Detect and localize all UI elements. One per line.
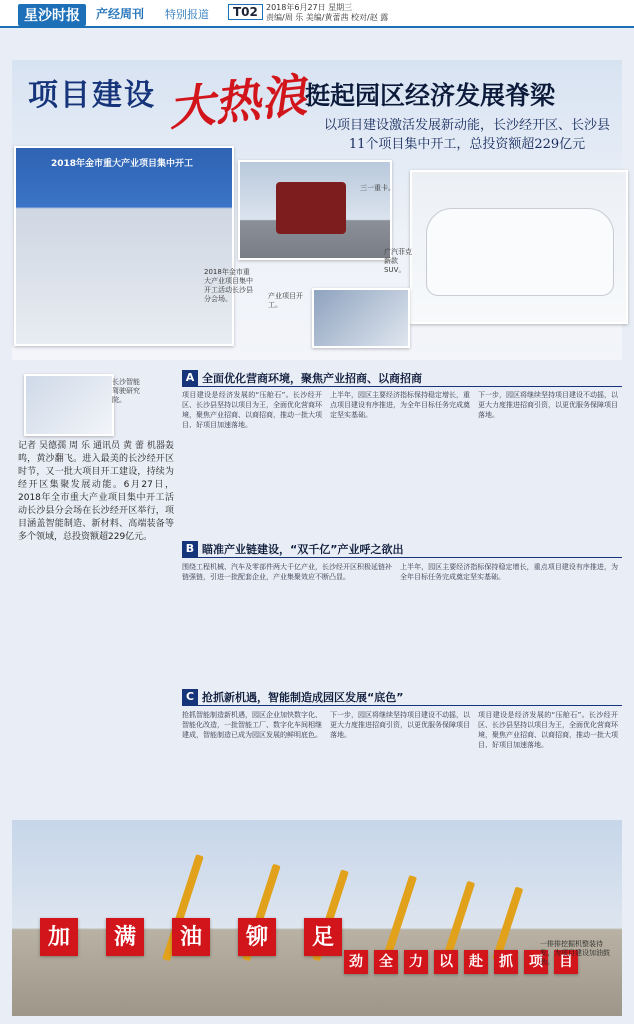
section-c-tag: C: [182, 689, 198, 705]
robot-caption: 长沙智能驾驶研究院。: [112, 378, 140, 404]
main-headline: 挺起园区经济发展脊梁: [305, 81, 556, 110]
section-b-rule: [182, 557, 622, 558]
section-c-col1: 抢抓智能制造新机遇，园区企业加快数字化、智能化改造，一批智能工厂、数字化车间相继建成，智能制造已成为园区发展的鲜明底色。: [182, 711, 322, 739]
section-c-col2: 下一步，园区将继续坚持项目建设不动摇，以更大力度推进招商引资，以更优服务保障项目落地。: [330, 711, 470, 739]
section-b-tag: B: [182, 541, 198, 557]
slogan-char: 铆: [238, 918, 276, 956]
section-a-tag: A: [182, 370, 198, 386]
slogan-char: 足: [304, 918, 342, 956]
section-c-rule: [182, 705, 622, 706]
section-c-col3: 项目建设是经济发展的“压舱石”。长沙经开区、长沙县坚持以项目为王，全面优化营商环境，聚焦产业招商、以商招商，推动一批大项目、好项目加速落地。: [478, 711, 618, 749]
kicker-title: 项目建设: [28, 78, 156, 113]
robot-photo: [24, 374, 114, 436]
truck-photo: [238, 160, 392, 260]
issue-date: 2018年6月27日 星期三: [266, 3, 353, 12]
lead-paragraph: 记者 吴德孺 周 乐 通讯员 黄 蕾 机器轰鸣，黄沙翻飞。进入最美的长沙经开区时节，又一批大项目开工建设，持续为经开区集聚发展动能。6月27日，2018年全市重大产业项目集中开工活动长沙县分会场在长沙经开区举行，项目涵盖智能制造、新材料、高端装备等多个领域，总投资额超229亿元。: [18, 441, 174, 542]
excavator-caption: 一排排挖掘机整装待发，为项目建设加油鼓劲。: [540, 940, 610, 966]
section-a-col1: 项目建设是经济发展的“压舱石”。长沙经开区、长沙县坚持以项目为王，全面优化营商环境，聚焦产业招商、以商招商，推动一批大项目、好项目加速落地。: [182, 391, 322, 429]
slogan-char: 赴: [464, 950, 488, 974]
section-c-title: 抢抓新机遇，智能制造成园区发展“底色”: [202, 690, 404, 704]
slogan-char: 加: [40, 918, 78, 956]
slogan-char: 以: [434, 950, 458, 974]
suv-caption: 广汽菲克新款SUV。: [384, 248, 412, 274]
ceremony-caption: 2018年金市重大产业项目集中开工活动长沙县分会场。: [204, 268, 253, 303]
slogan-char: 力: [404, 950, 428, 974]
editor-credits: 责编/周 乐 美编/黄蕾茜 校对/赵 露: [266, 13, 389, 22]
section-a-col3: 下一步，园区将继续坚持项目建设不动摇，以更大力度推进招商引资，以更优服务保障项目落地。: [478, 391, 618, 419]
newspaper-brand: 星沙时报: [18, 4, 86, 26]
subheadline: 以项目建设激活发展新动能，长沙经开区、长沙县11个项目集中开工，总投资额超229亿元: [323, 118, 610, 152]
section-b-col1: 围绕工程机械、汽车及零部件两大千亿产业，长沙经开区积极延链补链强链，引进一批配套企业，产业集聚效应不断凸显。: [182, 563, 392, 581]
slogan-char: 全: [374, 950, 398, 974]
column-name: 产经周刊: [96, 7, 145, 21]
page-number: T02: [228, 4, 263, 20]
slogan-char: 项: [524, 950, 548, 974]
slogan-char: 油: [172, 918, 210, 956]
truck-caption: 三一重卡。: [360, 184, 395, 192]
excavator-arm: [382, 875, 417, 961]
suv-photo: [410, 170, 628, 324]
section-a-title: 全面优化营商环境，聚焦产业招商、以商招商: [202, 371, 422, 385]
slogan-char: 目: [554, 950, 578, 974]
suv-shape: [426, 208, 614, 296]
slogan-char: 满: [106, 918, 144, 956]
brush-title: 大热浪: [165, 67, 309, 137]
section-a-heading: [182, 367, 422, 385]
truck-shape: [276, 182, 346, 234]
masthead: [0, 0, 634, 28]
slogan-char: 劲: [344, 950, 368, 974]
section-b-heading: [182, 538, 403, 556]
section-c-heading: [182, 686, 403, 704]
section-b-col2: 上半年，园区主要经济指标保持稳定增长，重点项目建设有序推进，为全年目标任务完成奠定坚实基础。: [400, 563, 618, 581]
slogan-char: 抓: [494, 950, 518, 974]
section-a-col2: 上半年，园区主要经济指标保持稳定增长，重点项目建设有序推进，为全年目标任务完成奠定坚实基础。: [330, 391, 470, 419]
section-b-title: 瞄准产业链建设，“双千亿”产业呼之欲出: [202, 542, 404, 556]
section-label: 特别报道: [165, 8, 209, 21]
stage-sign: 2018年金市重大产业项目集中开工: [50, 159, 194, 169]
section-a-rule: [182, 386, 622, 387]
factory-caption: 产业项目开工。: [268, 292, 303, 309]
factory-photo: [312, 288, 410, 348]
slogan-banner: [40, 918, 370, 956]
ceremony-photo: [14, 146, 234, 346]
dateline: [266, 3, 388, 23]
